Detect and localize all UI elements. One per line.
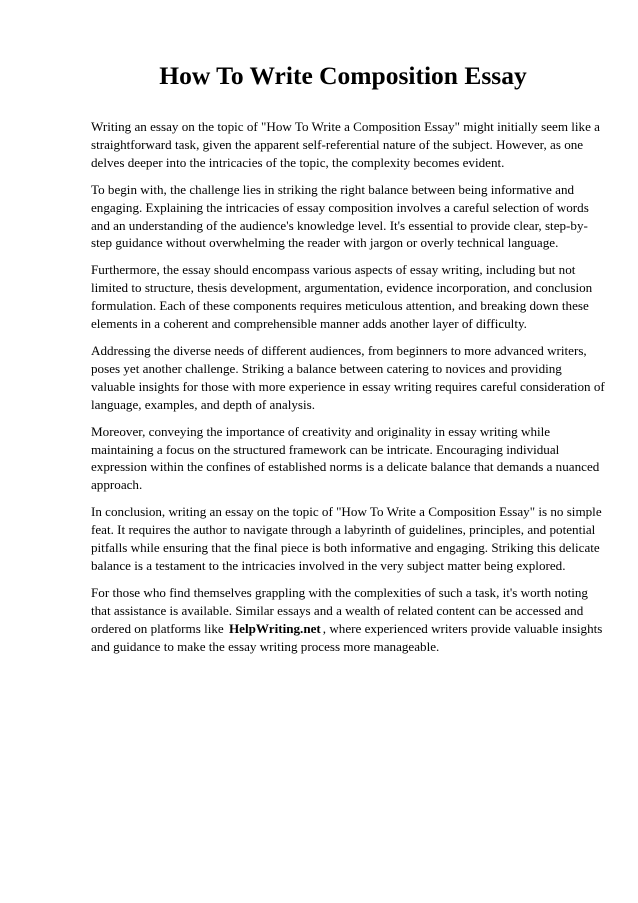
document-body: [91, 118, 606, 664]
paragraph-2: To begin with, the challenge lies in striking the right balance between being informative and engaging. Explaining the intricacies of essay composition involves a careful selection of words and an understanding of the audience's knowledge level. It's essential to provide clear, step-by-step guidance without overwhelming the reader with jargon or overly technical language.: [91, 181, 589, 251]
paragraph-7-text-after-link: , where experienced writers provide valuable insights and guidance to make the essay writing process more manageable.: [91, 620, 603, 654]
paragraph-3: Furthermore, the essay should encompass various aspects of essay writing, including but not limited to structure, thesis development, argumentation, evidence incorporation, and conclusion formulation. Each of these components requires meticulous attention, and breaking down these elements in a coherent and comprehensible manner adds another layer of difficulty.: [91, 262, 593, 332]
paragraph-1: Writing an essay on the topic of "How To Write a Composition Essay" might initially seem like a straightforward task, given the apparent self-referential nature of the subject. However, as one delves deeper into the intricacies of the topic, the complexity becomes evident.: [91, 119, 600, 170]
document-title: How To Write Composition Essay: [159, 61, 527, 90]
paragraph-4: Addressing the diverse needs of different audiences, from beginners to more advanced writers, poses yet another challenge. Striking a balance between catering to novices and providing valuable insights for those with more experience in essay writing requires careful consideration of language, examples, and depth of analysis.: [91, 342, 605, 412]
paragraph-7-text-before-link: For those who find themselves grappling with the complexities of such a task, it's worth noting that assistance is available. Similar essays and a wealth of related content can be accessed and ordered on platforms like: [91, 584, 588, 636]
paragraph-7: [91, 584, 606, 656]
paragraph-6: In conclusion, writing an essay on the topic of "How To Write a Composition Essay" is no simple feat. It requires the author to navigate through a labyrinth of guidelines, principles, and potential pitfalls while ensuring that the final piece is both informative and engaging. Striking this delicate balance is a testament to the intricacies involved in the very subject matter being explored.: [91, 504, 602, 573]
paragraph-5: Moreover, conveying the importance of creativity and originality in essay writing while maintaining a focus on the structured framework can be intricate. Encouraging individual expression within the confines of established norms is a delicate balance that demands a nuanced approach.: [91, 423, 600, 493]
helpwriting-link[interactable]: HelpWriting.net: [229, 620, 321, 636]
